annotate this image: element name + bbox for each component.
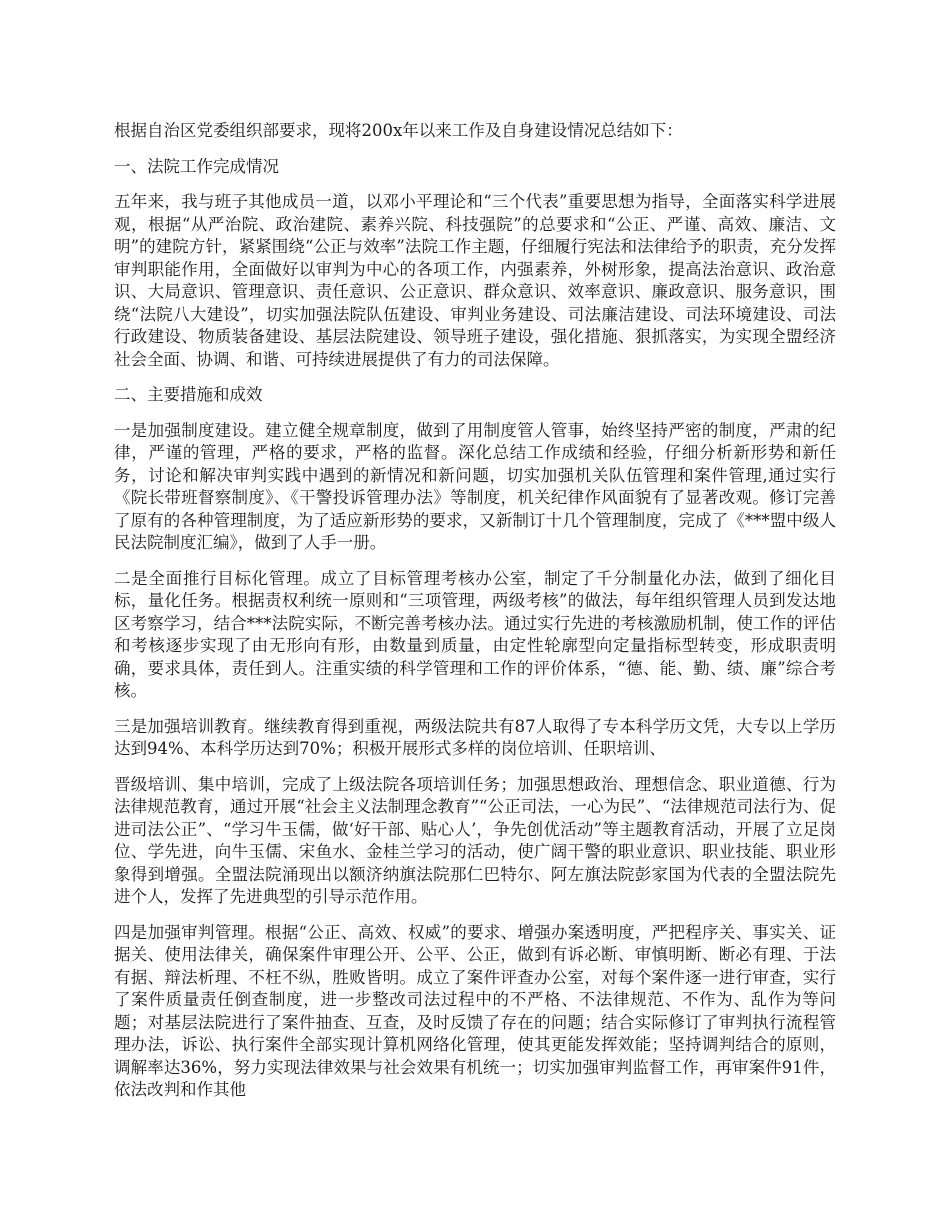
paragraph-system-building: 一是加强制度建设。建立健全规章制度，做到了用制度管人管事，始终坚持严密的制度，严肃的纪律，严谨的管理，严格的要求，严格的监督。深化总结工作成绩和经验，仔细分析新形势和新任务，讨论和解决审判实践中遇到的新情况和新问题，切实加强机关队伍管理和案件管理,通过实行《院长带班督察制度》、《干警投诉管理办法》等制度，机关纪律作风面貌有了显著改观。修订完善了原有的各种管理制度，为了适应新形势的要求，又新制订十几个管理制度，完成了《***盟中级人民法院制度汇编》，做到了人手一册。	[114, 420, 836, 552]
paragraph-training-education: 三是加强培训教育。继续教育得到重视，两级法院共有87人取得了专本科学历文凭，大专以上学历达到94%、本科学历达到70%；积极开展形式多样的岗位培训、任职培训、	[114, 716, 836, 758]
paragraph-work-completion: 五年来，我与班子其他成员一道，以邓小平理论和“三个代表”重要思想为指导，全面落实科学进展观，根据“从严治院、政治建院、素养兴院、科技强院”的总要求和“公正、严谨、高效、廉洁、文明”的建院方针，紧紧围绕“公正与效率”法院工作主题，仔细履行宪法和法律给予的职责，充分发挥审判职能作用，全面做好以审判为中心的各项工作，内强素养，外树形象，提高法治意识、政治意识、大局意识、管理意识、责任意识、公正意识、群众意识、效率意识、廉政意识、服务意识，围绕“法院八大建设”，切实加强法院队伍建设、审判业务建设、司法廉洁建设、司法环境建设、司法行政建设、物质装备建设、基层法院建设、领导班子建设，强化措施、狠抓落实，为实现全盟经济社会全面、协调、和谐、可持续进展提供了有力的司法保障。	[114, 192, 836, 369]
intro-paragraph: 根据自治区党委组织部要求，现将200x年以来工作及自身建设情况总结如下：	[114, 121, 683, 140]
section-heading-1: 一、法院工作完成情况	[114, 156, 279, 176]
document-body	[114, 120, 836, 1115]
section-heading-2: 二、主要措施和成效	[114, 385, 263, 404]
paragraph-trial-management: 四是加强审判管理。根据“公正、高效、权威”的要求、增强办案透明度，严把程序关、事实关、证据关、使用法律关，确保案件审理公开、公平、公正，做到有诉必断、审慎明断、断必有理、于法有据、辩法析理、不枉不纵，胜败皆明。成立了案件评查办公室，对每个案件逐一进行审查，实行了案件质量责任倒查制度，进一步整改司法过程中的不严格、不法律规范、不作为、乱作为等问题；对基层法院进行了案件抽查、互查，及时反馈了存在的问题；结合实际修订了审判执行流程管理办法，诉讼、执行案件全部实现计算机网络化管理，使其更能发挥效能；坚持调判结合的原则，调解率达36%，努力实现法律效果与社会效果有机统一；切实加强审判监督工作，再审案件91件，依法改判和作其他	[114, 922, 836, 1099]
paragraph-training-continued: 晋级培训、集中培训，完成了上级法院各项培训任务；加强思想政治、理想信念、职业道德、行为法律规范教育，通过开展“社会主义法制理念教育”“公正司法，一心为民”、“法律规范司法行为、促进司法公正”、“学习牛玉儒，做‘好干部、贴心人’，争先创优活动”等主题教育活动，开展了立足岗位、学先进，向牛玉儒、宋鱼水、金桂兰学习的活动，使广阔干警的职业意识、职业技能、职业形象得到增强。全盟法院涌现出以额济纳旗法院那仁巴特尔、阿左旗法院彭家国为代表的全盟法院先进个人，发挥了先进典型的引导示范作用。	[114, 774, 836, 906]
paragraph-target-management: 二是全面推行目标化管理。成立了目标管理考核办公室，制定了千分制量化办法，做到了细化目标，量化任务。根据责权利统一原则和“三项管理，两级考核”的做法，每年组织管理人员到发达地区考察学习，结合***法院实际，不断完善考核办法。通过实行先进的考核激励机制，使工作的评估和考核逐步实现了由无形向有形，由数量到质量，由定性轮廓型向定量指标型转变，形成职责明确，要求具体，责任到人。注重实绩的科学管理和工作的评价体系，“德、能、勤、绩、廉”综合考核。	[114, 568, 836, 700]
